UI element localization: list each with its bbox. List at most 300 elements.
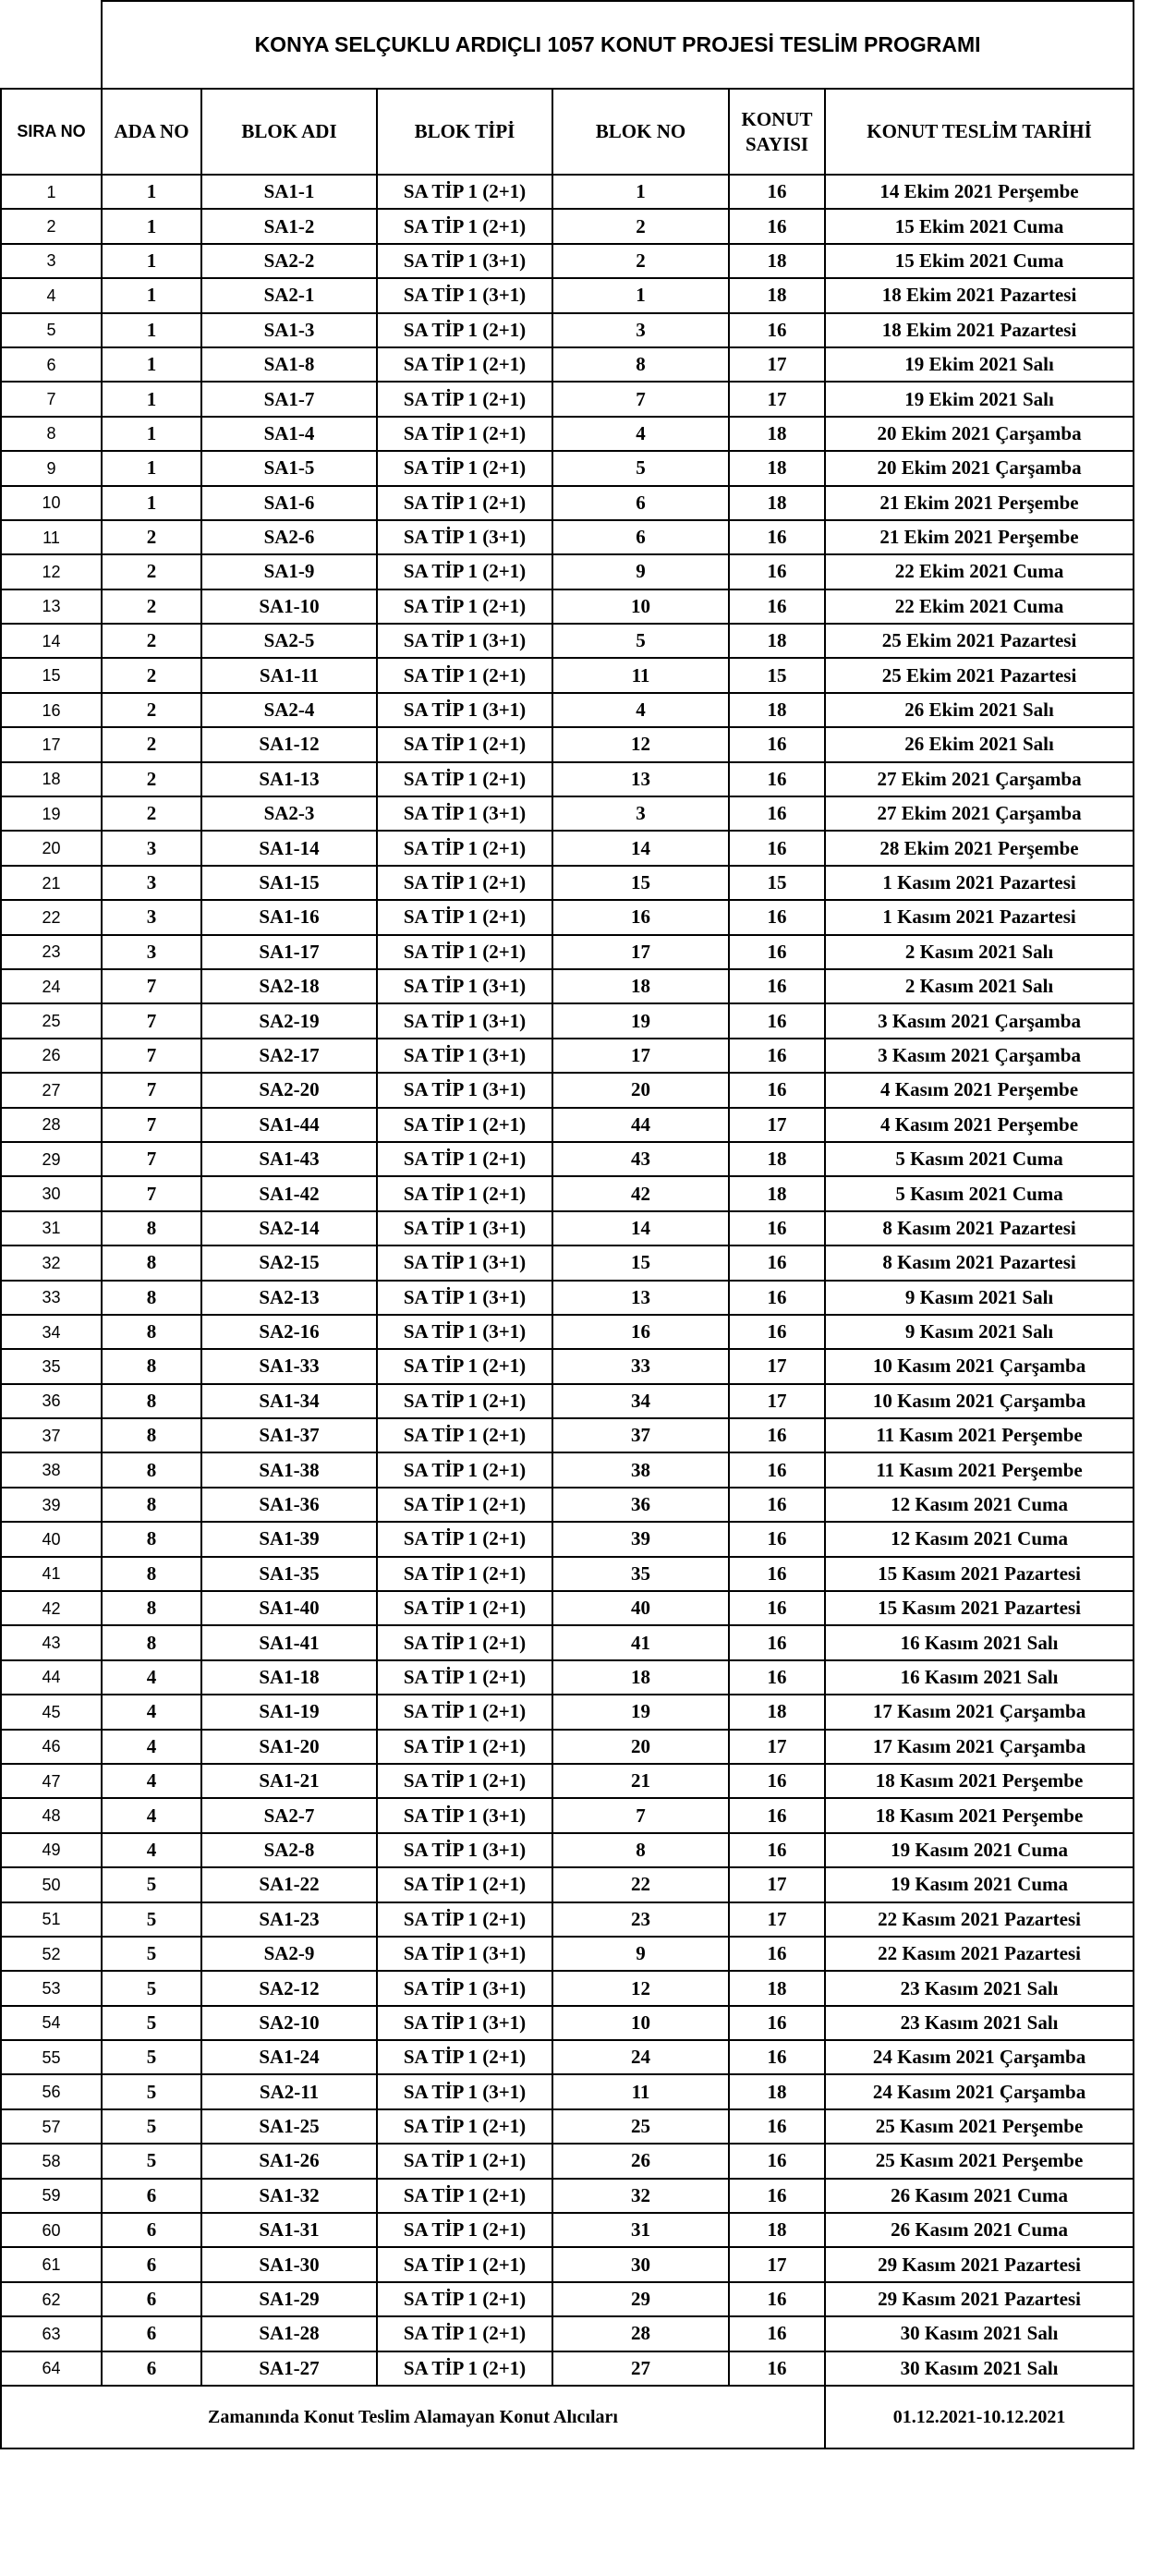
cell-blok-adi: SA1-4 (201, 417, 377, 451)
cell-sira-no: 58 (1, 2144, 102, 2178)
cell-blok-tipi: SA TİP 1 (2+1) (377, 1591, 552, 1625)
cell-blok-no: 4 (552, 693, 729, 727)
table-row (1, 520, 1134, 554)
cell-konut-sayisi: 15 (729, 866, 825, 900)
cell-blok-adi: SA1-21 (201, 1764, 377, 1798)
cell-blok-adi: SA1-11 (201, 658, 377, 692)
cell-blok-tipi: SA TİP 1 (2+1) (377, 2316, 552, 2351)
cell-ada-no: 6 (102, 2351, 201, 2386)
cell-sira-no: 10 (1, 486, 102, 520)
cell-sira-no: 29 (1, 1142, 102, 1176)
cell-sira-no: 60 (1, 2213, 102, 2247)
cell-ada-no: 5 (102, 2109, 201, 2144)
cell-sira-no: 51 (1, 1902, 102, 1937)
cell-blok-adi: SA1-37 (201, 1418, 377, 1452)
cell-teslim-tarihi: 15 Kasım 2021 Pazartesi (825, 1557, 1134, 1591)
table-row (1, 1695, 1134, 1729)
table-row (1, 589, 1134, 624)
table-row (1, 1867, 1134, 1902)
table-row (1, 866, 1134, 900)
cell-sira-no: 49 (1, 1833, 102, 1867)
cell-teslim-tarihi: 8 Kasım 2021 Pazartesi (825, 1245, 1134, 1280)
cell-sira-no: 20 (1, 831, 102, 865)
cell-ada-no: 1 (102, 278, 201, 312)
table-row (1, 624, 1134, 658)
table-row (1, 2247, 1134, 2281)
table-row (1, 762, 1134, 796)
cell-konut-sayisi: 16 (729, 1937, 825, 1971)
cell-ada-no: 1 (102, 175, 201, 209)
cell-blok-adi: SA1-15 (201, 866, 377, 900)
cell-blok-tipi: SA TİP 1 (2+1) (377, 382, 552, 416)
table-row (1, 1211, 1134, 1245)
cell-ada-no: 8 (102, 1557, 201, 1591)
cell-sira-no: 21 (1, 866, 102, 900)
cell-konut-sayisi: 18 (729, 1695, 825, 1729)
cell-ada-no: 8 (102, 1315, 201, 1349)
cell-teslim-tarihi: 4 Kasım 2021 Perşembe (825, 1073, 1134, 1107)
table-row (1, 1488, 1134, 1522)
table-row (1, 1591, 1134, 1625)
cell-sira-no: 38 (1, 1452, 102, 1487)
cell-ada-no: 2 (102, 796, 201, 831)
table-row (1, 658, 1134, 692)
cell-ada-no: 7 (102, 1108, 201, 1142)
table-row (1, 727, 1134, 761)
cell-blok-tipi: SA TİP 1 (2+1) (377, 831, 552, 865)
cell-konut-sayisi: 18 (729, 1971, 825, 2005)
cell-sira-no: 54 (1, 2006, 102, 2040)
cell-blok-adi: SA2-2 (201, 244, 377, 278)
cell-blok-tipi: SA TİP 1 (2+1) (377, 2144, 552, 2178)
cell-sira-no: 34 (1, 1315, 102, 1349)
cell-teslim-tarihi: 9 Kasım 2021 Salı (825, 1281, 1134, 1315)
cell-blok-adi: SA1-8 (201, 347, 377, 382)
cell-blok-tipi: SA TİP 1 (3+1) (377, 1798, 552, 1832)
cell-blok-no: 10 (552, 589, 729, 624)
cell-teslim-tarihi: 14 Ekim 2021 Perşembe (825, 175, 1134, 209)
cell-blok-adi: SA1-3 (201, 313, 377, 347)
cell-blok-adi: SA2-17 (201, 1039, 377, 1073)
table-row (1, 2179, 1134, 2213)
cell-blok-no: 9 (552, 1937, 729, 1971)
cell-sira-no: 14 (1, 624, 102, 658)
cell-blok-tipi: SA TİP 1 (3+1) (377, 1039, 552, 1073)
cell-teslim-tarihi: 30 Kasım 2021 Salı (825, 2316, 1134, 2351)
cell-teslim-tarihi: 19 Ekim 2021 Salı (825, 382, 1134, 416)
cell-ada-no: 5 (102, 1937, 201, 1971)
cell-blok-tipi: SA TİP 1 (2+1) (377, 762, 552, 796)
cell-blok-tipi: SA TİP 1 (2+1) (377, 313, 552, 347)
page-title: KONYA SELÇUKLU ARDIÇLI 1057 KONUT PROJESİ TESLİM PROGRAMI (102, 1, 1134, 89)
cell-konut-sayisi: 18 (729, 1142, 825, 1176)
cell-blok-tipi: SA TİP 1 (2+1) (377, 1902, 552, 1937)
cell-ada-no: 1 (102, 347, 201, 382)
table-row (1, 969, 1134, 1003)
table-row (1, 1557, 1134, 1591)
cell-ada-no: 8 (102, 1591, 201, 1625)
cell-blok-tipi: SA TİP 1 (2+1) (377, 554, 552, 589)
table-row (1, 417, 1134, 451)
cell-blok-adi: SA1-42 (201, 1176, 377, 1210)
table-row (1, 1349, 1134, 1383)
cell-sira-no: 17 (1, 727, 102, 761)
cell-blok-no: 33 (552, 1349, 729, 1383)
cell-konut-sayisi: 18 (729, 244, 825, 278)
table-row (1, 1142, 1134, 1176)
cell-teslim-tarihi: 2 Kasım 2021 Salı (825, 969, 1134, 1003)
cell-konut-sayisi: 18 (729, 417, 825, 451)
cell-ada-no: 3 (102, 935, 201, 969)
cell-blok-no: 15 (552, 866, 729, 900)
cell-konut-sayisi: 16 (729, 1211, 825, 1245)
cell-teslim-tarihi: 20 Ekim 2021 Çarşamba (825, 417, 1134, 451)
cell-ada-no: 4 (102, 1695, 201, 1729)
cell-blok-tipi: SA TİP 1 (3+1) (377, 1245, 552, 1280)
cell-ada-no: 5 (102, 2006, 201, 2040)
header-sira-no: SIRA NO (1, 89, 102, 175)
cell-ada-no: 5 (102, 2144, 201, 2178)
cell-teslim-tarihi: 3 Kasım 2021 Çarşamba (825, 1003, 1134, 1038)
cell-sira-no: 62 (1, 2282, 102, 2316)
table-row (1, 244, 1134, 278)
cell-blok-no: 16 (552, 1315, 729, 1349)
cell-blok-tipi: SA TİP 1 (3+1) (377, 520, 552, 554)
cell-blok-adi: SA1-36 (201, 1488, 377, 1522)
header-blok-no: BLOK NO (552, 89, 729, 175)
cell-ada-no: 8 (102, 1245, 201, 1280)
cell-teslim-tarihi: 15 Kasım 2021 Pazartesi (825, 1591, 1134, 1625)
table-row (1, 278, 1134, 312)
cell-konut-sayisi: 17 (729, 1730, 825, 1764)
cell-blok-adi: SA2-16 (201, 1315, 377, 1349)
header-ada-no: ADA NO (102, 89, 201, 175)
cell-ada-no: 7 (102, 1073, 201, 1107)
cell-blok-adi: SA1-1 (201, 175, 377, 209)
footer-label: Zamanında Konut Teslim Alamayan Konut Alıcıları (1, 2386, 825, 2448)
table-row (1, 1452, 1134, 1487)
cell-blok-tipi: SA TİP 1 (3+1) (377, 1073, 552, 1107)
cell-sira-no: 24 (1, 969, 102, 1003)
cell-blok-adi: SA2-14 (201, 1211, 377, 1245)
table-row (1, 1730, 1134, 1764)
cell-ada-no: 8 (102, 1384, 201, 1418)
cell-teslim-tarihi: 26 Kasım 2021 Cuma (825, 2179, 1134, 2213)
cell-sira-no: 8 (1, 417, 102, 451)
cell-blok-adi: SA1-30 (201, 2247, 377, 2281)
cell-konut-sayisi: 16 (729, 796, 825, 831)
cell-blok-tipi: SA TİP 1 (3+1) (377, 624, 552, 658)
cell-blok-tipi: SA TİP 1 (3+1) (377, 796, 552, 831)
cell-blok-tipi: SA TİP 1 (2+1) (377, 451, 552, 485)
cell-sira-no: 55 (1, 2040, 102, 2074)
cell-ada-no: 2 (102, 589, 201, 624)
cell-blok-tipi: SA TİP 1 (2+1) (377, 486, 552, 520)
cell-blok-tipi: SA TİP 1 (2+1) (377, 347, 552, 382)
cell-blok-adi: SA1-22 (201, 1867, 377, 1902)
cell-blok-adi: SA1-27 (201, 2351, 377, 2386)
cell-teslim-tarihi: 12 Kasım 2021 Cuma (825, 1488, 1134, 1522)
cell-sira-no: 45 (1, 1695, 102, 1729)
cell-blok-adi: SA1-34 (201, 1384, 377, 1418)
cell-konut-sayisi: 16 (729, 1315, 825, 1349)
table-row (1, 1625, 1134, 1659)
table-row (1, 313, 1134, 347)
cell-konut-sayisi: 18 (729, 624, 825, 658)
cell-teslim-tarihi: 18 Ekim 2021 Pazartesi (825, 313, 1134, 347)
cell-teslim-tarihi: 16 Kasım 2021 Salı (825, 1625, 1134, 1659)
cell-blok-no: 19 (552, 1695, 729, 1729)
cell-konut-sayisi: 17 (729, 1349, 825, 1383)
cell-sira-no: 46 (1, 1730, 102, 1764)
cell-sira-no: 39 (1, 1488, 102, 1522)
cell-blok-adi: SA2-4 (201, 693, 377, 727)
title-spacer-cell (1, 1, 102, 89)
table-row (1, 2316, 1134, 2351)
table-row (1, 796, 1134, 831)
cell-blok-adi: SA2-12 (201, 1971, 377, 2005)
table-row (1, 1073, 1134, 1107)
table-row (1, 1281, 1134, 1315)
table-row (1, 209, 1134, 243)
table-row (1, 2109, 1134, 2144)
footer-row (1, 2386, 1134, 2448)
cell-konut-sayisi: 16 (729, 1003, 825, 1038)
cell-blok-tipi: SA TİP 1 (2+1) (377, 2040, 552, 2074)
cell-blok-tipi: SA TİP 1 (2+1) (377, 1730, 552, 1764)
cell-sira-no: 33 (1, 1281, 102, 1315)
cell-konut-sayisi: 16 (729, 209, 825, 243)
cell-konut-sayisi: 17 (729, 1902, 825, 1937)
cell-blok-no: 2 (552, 209, 729, 243)
table-row (1, 693, 1134, 727)
cell-konut-sayisi: 16 (729, 831, 825, 865)
cell-konut-sayisi: 18 (729, 2074, 825, 2108)
cell-konut-sayisi: 16 (729, 2179, 825, 2213)
cell-blok-no: 1 (552, 278, 729, 312)
cell-blok-tipi: SA TİP 1 (2+1) (377, 2282, 552, 2316)
cell-ada-no: 2 (102, 624, 201, 658)
cell-ada-no: 6 (102, 2282, 201, 2316)
cell-konut-sayisi: 17 (729, 1867, 825, 1902)
cell-blok-tipi: SA TİP 1 (2+1) (377, 866, 552, 900)
cell-sira-no: 44 (1, 1660, 102, 1695)
cell-sira-no: 15 (1, 658, 102, 692)
cell-konut-sayisi: 16 (729, 1281, 825, 1315)
cell-teslim-tarihi: 26 Ekim 2021 Salı (825, 693, 1134, 727)
cell-konut-sayisi: 16 (729, 1073, 825, 1107)
table-row (1, 935, 1134, 969)
cell-sira-no: 19 (1, 796, 102, 831)
cell-blok-no: 38 (552, 1452, 729, 1487)
cell-teslim-tarihi: 25 Ekim 2021 Pazartesi (825, 658, 1134, 692)
cell-ada-no: 8 (102, 1211, 201, 1245)
cell-blok-no: 20 (552, 1730, 729, 1764)
cell-ada-no: 2 (102, 693, 201, 727)
cell-teslim-tarihi: 26 Ekim 2021 Salı (825, 727, 1134, 761)
cell-sira-no: 4 (1, 278, 102, 312)
cell-sira-no: 53 (1, 1971, 102, 2005)
cell-konut-sayisi: 16 (729, 1557, 825, 1591)
table-row (1, 486, 1134, 520)
table-row (1, 1522, 1134, 1556)
cell-teslim-tarihi: 25 Kasım 2021 Perşembe (825, 2109, 1134, 2144)
cell-blok-tipi: SA TİP 1 (2+1) (377, 1764, 552, 1798)
cell-ada-no: 3 (102, 866, 201, 900)
cell-blok-adi: SA1-43 (201, 1142, 377, 1176)
cell-teslim-tarihi: 19 Kasım 2021 Cuma (825, 1833, 1134, 1867)
table-row (1, 1315, 1134, 1349)
cell-teslim-tarihi: 17 Kasım 2021 Çarşamba (825, 1695, 1134, 1729)
cell-blok-no: 8 (552, 347, 729, 382)
cell-konut-sayisi: 16 (729, 935, 825, 969)
cell-blok-adi: SA2-11 (201, 2074, 377, 2108)
cell-konut-sayisi: 16 (729, 727, 825, 761)
cell-ada-no: 5 (102, 1971, 201, 2005)
cell-blok-tipi: SA TİP 1 (3+1) (377, 1003, 552, 1038)
cell-konut-sayisi: 16 (729, 313, 825, 347)
table-row (1, 2282, 1134, 2316)
cell-blok-no: 11 (552, 658, 729, 692)
table-row (1, 1418, 1134, 1452)
cell-blok-no: 1 (552, 175, 729, 209)
table-row (1, 347, 1134, 382)
cell-blok-tipi: SA TİP 1 (2+1) (377, 175, 552, 209)
cell-blok-no: 6 (552, 520, 729, 554)
cell-blok-adi: SA2-1 (201, 278, 377, 312)
cell-blok-no: 3 (552, 796, 729, 831)
cell-sira-no: 23 (1, 935, 102, 969)
table-row (1, 1798, 1134, 1832)
cell-blok-no: 16 (552, 900, 729, 934)
cell-blok-adi: SA1-13 (201, 762, 377, 796)
cell-blok-no: 44 (552, 1108, 729, 1142)
table-row (1, 1245, 1134, 1280)
cell-konut-sayisi: 16 (729, 1591, 825, 1625)
cell-sira-no: 42 (1, 1591, 102, 1625)
cell-blok-tipi: SA TİP 1 (2+1) (377, 1660, 552, 1695)
cell-sira-no: 22 (1, 900, 102, 934)
cell-konut-sayisi: 17 (729, 1384, 825, 1418)
cell-teslim-tarihi: 22 Ekim 2021 Cuma (825, 554, 1134, 589)
cell-blok-no: 11 (552, 2074, 729, 2108)
cell-blok-adi: SA2-18 (201, 969, 377, 1003)
cell-blok-no: 31 (552, 2213, 729, 2247)
cell-blok-adi: SA1-38 (201, 1452, 377, 1487)
cell-ada-no: 8 (102, 1488, 201, 1522)
cell-konut-sayisi: 16 (729, 1245, 825, 1280)
cell-blok-tipi: SA TİP 1 (3+1) (377, 1315, 552, 1349)
cell-blok-no: 39 (552, 1522, 729, 1556)
header-blok-adi: BLOK ADI (201, 89, 377, 175)
cell-ada-no: 2 (102, 727, 201, 761)
cell-blok-tipi: SA TİP 1 (2+1) (377, 1384, 552, 1418)
cell-ada-no: 1 (102, 244, 201, 278)
cell-blok-no: 14 (552, 1211, 729, 1245)
cell-sira-no: 52 (1, 1937, 102, 1971)
cell-konut-sayisi: 16 (729, 1418, 825, 1452)
cell-blok-adi: SA1-33 (201, 1349, 377, 1383)
cell-konut-sayisi: 18 (729, 278, 825, 312)
cell-sira-no: 36 (1, 1384, 102, 1418)
cell-blok-no: 25 (552, 2109, 729, 2144)
table-row (1, 2074, 1134, 2108)
cell-ada-no: 5 (102, 1902, 201, 1937)
cell-blok-no: 23 (552, 1902, 729, 1937)
table-body (1, 175, 1134, 2386)
cell-teslim-tarihi: 17 Kasım 2021 Çarşamba (825, 1730, 1134, 1764)
cell-blok-adi: SA1-23 (201, 1902, 377, 1937)
cell-konut-sayisi: 18 (729, 451, 825, 485)
cell-blok-adi: SA1-29 (201, 2282, 377, 2316)
cell-blok-adi: SA1-28 (201, 2316, 377, 2351)
cell-blok-no: 5 (552, 624, 729, 658)
cell-blok-adi: SA1-20 (201, 1730, 377, 1764)
header-row (1, 89, 1134, 175)
header-blok-tipi: BLOK TİPİ (377, 89, 552, 175)
cell-konut-sayisi: 17 (729, 1108, 825, 1142)
cell-blok-tipi: SA TİP 1 (2+1) (377, 1452, 552, 1487)
table-row (1, 2213, 1134, 2247)
table-row (1, 554, 1134, 589)
cell-konut-sayisi: 16 (729, 2282, 825, 2316)
cell-sira-no: 35 (1, 1349, 102, 1383)
cell-ada-no: 6 (102, 2316, 201, 2351)
cell-blok-no: 43 (552, 1142, 729, 1176)
cell-konut-sayisi: 16 (729, 1798, 825, 1832)
cell-blok-adi: SA1-32 (201, 2179, 377, 2213)
cell-ada-no: 2 (102, 658, 201, 692)
table-row (1, 1833, 1134, 1867)
cell-ada-no: 2 (102, 762, 201, 796)
cell-blok-adi: SA1-12 (201, 727, 377, 761)
cell-blok-no: 26 (552, 2144, 729, 2178)
cell-blok-no: 32 (552, 2179, 729, 2213)
cell-konut-sayisi: 16 (729, 554, 825, 589)
cell-teslim-tarihi: 25 Ekim 2021 Pazartesi (825, 624, 1134, 658)
cell-blok-adi: SA2-5 (201, 624, 377, 658)
cell-blok-tipi: SA TİP 1 (2+1) (377, 589, 552, 624)
cell-blok-tipi: SA TİP 1 (2+1) (377, 1176, 552, 1210)
cell-blok-no: 40 (552, 1591, 729, 1625)
cell-sira-no: 9 (1, 451, 102, 485)
cell-sira-no: 40 (1, 1522, 102, 1556)
cell-blok-tipi: SA TİP 1 (2+1) (377, 1522, 552, 1556)
cell-teslim-tarihi: 15 Ekim 2021 Cuma (825, 244, 1134, 278)
cell-konut-sayisi: 17 (729, 382, 825, 416)
cell-blok-no: 13 (552, 762, 729, 796)
cell-blok-tipi: SA TİP 1 (2+1) (377, 2109, 552, 2144)
cell-teslim-tarihi: 22 Kasım 2021 Pazartesi (825, 1902, 1134, 1937)
table-row (1, 1902, 1134, 1937)
cell-teslim-tarihi: 20 Ekim 2021 Çarşamba (825, 451, 1134, 485)
cell-blok-adi: SA2-3 (201, 796, 377, 831)
cell-blok-adi: SA1-17 (201, 935, 377, 969)
cell-blok-tipi: SA TİP 1 (3+1) (377, 1281, 552, 1315)
cell-konut-sayisi: 16 (729, 2144, 825, 2178)
cell-konut-sayisi: 16 (729, 1522, 825, 1556)
cell-ada-no: 4 (102, 1764, 201, 1798)
cell-blok-no: 7 (552, 382, 729, 416)
cell-blok-tipi: SA TİP 1 (2+1) (377, 2179, 552, 2213)
cell-blok-no: 29 (552, 2282, 729, 2316)
cell-blok-no: 24 (552, 2040, 729, 2074)
cell-blok-tipi: SA TİP 1 (2+1) (377, 1108, 552, 1142)
cell-sira-no: 31 (1, 1211, 102, 1245)
cell-teslim-tarihi: 24 Kasım 2021 Çarşamba (825, 2040, 1134, 2074)
cell-teslim-tarihi: 27 Ekim 2021 Çarşamba (825, 762, 1134, 796)
cell-teslim-tarihi: 29 Kasım 2021 Pazartesi (825, 2247, 1134, 2281)
